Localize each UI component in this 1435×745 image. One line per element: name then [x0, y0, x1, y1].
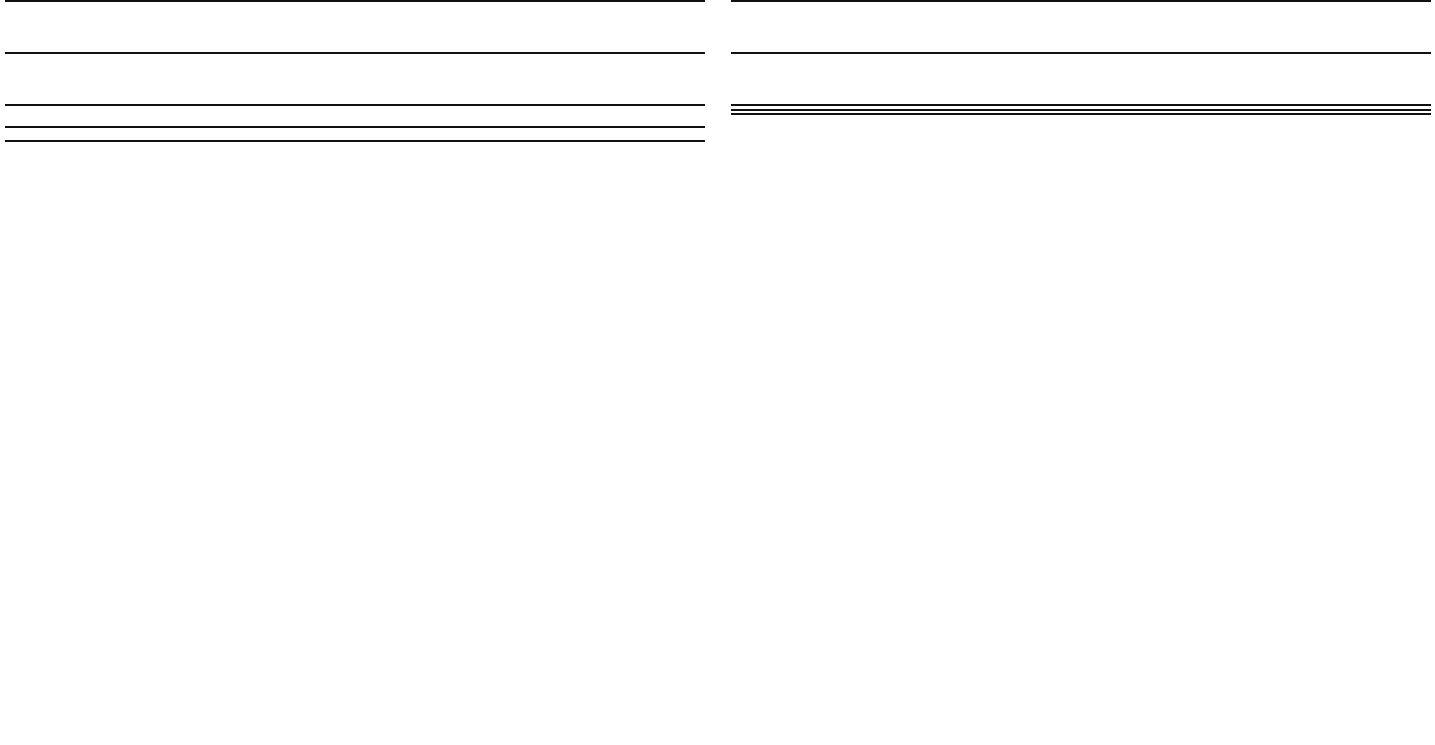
notions-paragraph	[731, 54, 1424, 104]
cutoff-line	[731, 115, 1424, 127]
notions-paragraph	[5, 54, 698, 104]
cutoff-line	[5, 142, 698, 154]
french-column	[731, 0, 1431, 127]
english-column	[5, 0, 705, 154]
fabrics-paragraph	[731, 2, 1424, 52]
fabrics-paragraph	[5, 2, 698, 52]
